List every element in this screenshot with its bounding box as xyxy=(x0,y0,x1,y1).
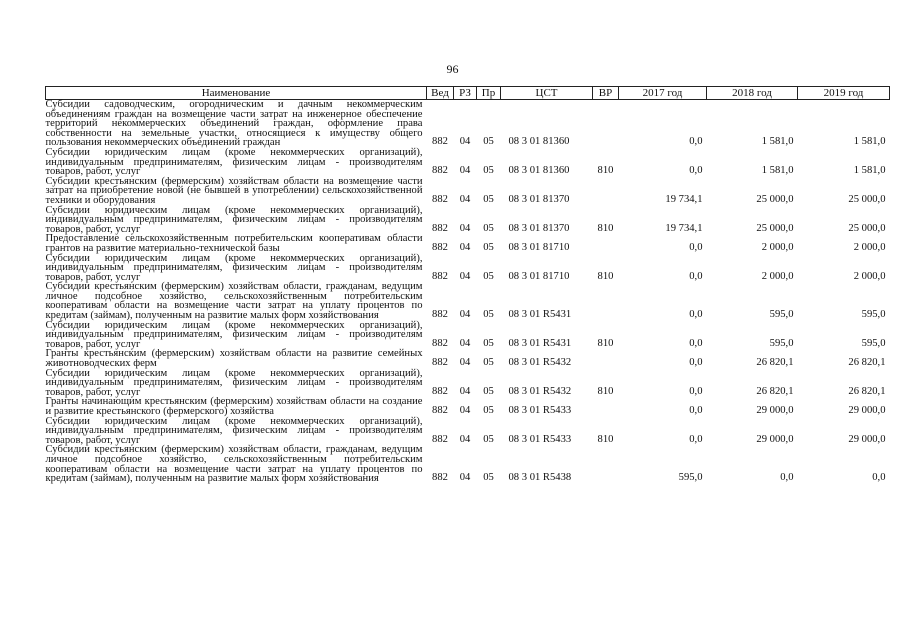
header-rz: РЗ xyxy=(454,87,477,100)
row-rz: 04 xyxy=(459,193,471,205)
row-rz: 04 xyxy=(459,222,471,234)
row-name: Субсидии юридическим лицам (кроме некоммерческих организаций), индивидуальным предпринимателям, физическим лицам - производителям товаров, работ, услуг xyxy=(45,252,423,283)
row-ved: 882 xyxy=(432,241,448,253)
table-row xyxy=(46,397,890,416)
row-value-2018: 25 000,0 xyxy=(756,193,794,205)
table-row xyxy=(46,321,890,350)
row-cst: 08 3 01 R5432 xyxy=(508,357,572,369)
row-value-2017: 0,0 xyxy=(689,385,703,397)
row-value-2018: 595,0 xyxy=(769,309,794,321)
row-value-2018: 26 820,1 xyxy=(756,357,794,369)
row-value-2017: 0,0 xyxy=(689,241,703,253)
row-pr: 05 xyxy=(483,433,494,445)
row-value-2019: 1 581,0 xyxy=(853,136,886,148)
row-value-2019: 595,0 xyxy=(861,309,886,321)
table-row xyxy=(46,369,890,398)
header-pr: Пр xyxy=(477,87,501,100)
row-vr xyxy=(593,177,619,206)
header-ved: Вед xyxy=(427,87,454,100)
row-pr: 05 xyxy=(483,241,494,253)
row-value-2018: 595,0 xyxy=(769,337,794,349)
row-ved: 882 xyxy=(432,357,448,369)
row-value-2017: 595,0 xyxy=(678,472,703,484)
row-value-2017: 19 734,1 xyxy=(665,222,703,234)
row-value-2017: 19 734,1 xyxy=(665,193,703,205)
row-cst: 08 3 01 81370 xyxy=(508,193,570,205)
table-row xyxy=(46,282,890,320)
table-row xyxy=(46,234,890,253)
row-cst: 08 3 01 81710 xyxy=(508,241,570,253)
page-number: 96 xyxy=(446,62,459,76)
row-value-2018: 29 000,0 xyxy=(756,433,794,445)
row-rz: 04 xyxy=(459,472,471,484)
row-ved: 882 xyxy=(432,472,448,484)
row-value-2018: 0,0 xyxy=(780,472,794,484)
row-cst: 08 3 01 R5433 xyxy=(508,405,572,416)
row-name: Субсидии крестьянским (фермерским) хозяйствам области на возмещение части затрат на приобретение новой (не бывшей в употреблении) сельскохозяйственной техники и оборудования xyxy=(45,175,423,206)
row-rz: 04 xyxy=(459,165,471,177)
header-vr: ВР xyxy=(593,87,619,100)
row-rz: 04 xyxy=(459,433,471,445)
row-pr: 05 xyxy=(483,357,494,369)
header-name: Наименование xyxy=(46,87,427,100)
row-name: Субсидии юридическим лицам (кроме некоммерческих организаций), индивидуальным предпринимателям, физическим лицам - производителям товаров, работ, услуг xyxy=(45,146,423,178)
row-name: Субсидии крестьянским (фермерским) хозяйствам области, гражданам, ведущим личное подсобное хозяйство, сельскохозяйственным потребительским кооперативам области на возмещение части затрат на уплату процентов по кредитам (займам), полученным на развитие малых форм хозяйствования xyxy=(45,444,423,485)
row-value-2017: 0,0 xyxy=(689,405,703,416)
row-value-2019: 26 820,1 xyxy=(848,357,886,369)
header-2017: 2017 год xyxy=(619,87,707,100)
row-pr: 05 xyxy=(483,270,494,282)
row-value-2019: 2 000,0 xyxy=(853,241,886,253)
table-row xyxy=(46,100,890,148)
row-value-2017: 0,0 xyxy=(689,165,703,177)
row-ved: 882 xyxy=(432,337,448,349)
row-name: Гранты начинающим крестьянским (фермерским) хозяйствам области на создание и развитие крестьянского (фермерского) хозяйства xyxy=(45,396,423,417)
row-name: Субсидии садоводческим, огородническим и дачным некоммерческим объединениям граждан на возмещение части затрат на инженерное обеспечение территорий некоммерческих объединений граждан, оформление права собственности на земельные участки, относящиеся к имуществу общего пользования некоммерческих объединений граждан xyxy=(45,99,423,149)
row-ved: 882 xyxy=(432,136,448,148)
row-cst: 08 3 01 R5438 xyxy=(508,472,572,484)
row-rz: 04 xyxy=(459,385,471,397)
row-cst: 08 3 01 R5432 xyxy=(508,385,572,397)
row-value-2017: 0,0 xyxy=(689,337,703,349)
table-row xyxy=(46,148,890,177)
row-value-2019: 26 820,1 xyxy=(848,385,886,397)
row-pr: 05 xyxy=(483,309,494,321)
header-cst: ЦСТ xyxy=(501,87,593,100)
row-value-2019: 29 000,0 xyxy=(848,433,886,445)
header-2018: 2018 год xyxy=(707,87,798,100)
row-value-2019: 25 000,0 xyxy=(848,222,886,234)
row-rz: 04 xyxy=(459,405,471,416)
row-value-2018: 1 581,0 xyxy=(761,136,794,148)
row-cst: 08 3 01 81710 xyxy=(508,270,570,282)
row-cst: 08 3 01 R5433 xyxy=(508,433,572,445)
row-value-2018: 1 581,0 xyxy=(761,165,794,177)
row-value-2018: 2 000,0 xyxy=(761,270,794,282)
row-name: Гранты крестьянским (фермерским) хозяйствам области на развитие семейных животноводческих ферм xyxy=(45,348,423,370)
row-value-2017: 0,0 xyxy=(689,433,703,445)
row-vr: 810 xyxy=(597,165,614,177)
row-ved: 882 xyxy=(432,270,448,282)
row-cst: 08 3 01 81360 xyxy=(508,136,570,148)
row-cst: 08 3 01 R5431 xyxy=(508,309,572,321)
table-header xyxy=(46,87,890,100)
row-pr: 05 xyxy=(483,472,494,484)
row-value-2018: 25 000,0 xyxy=(756,222,794,234)
row-pr: 05 xyxy=(483,337,494,349)
row-value-2019: 595,0 xyxy=(861,337,886,349)
row-rz: 04 xyxy=(459,309,471,321)
table-row xyxy=(46,417,890,446)
row-name: Субсидии юридическим лицам (кроме некоммерческих организаций), индивидуальным предпринимателям, физическим лицам - производителям товаров, работ, услуг xyxy=(45,204,423,235)
row-ved: 882 xyxy=(432,385,448,397)
row-value-2017: 0,0 xyxy=(689,357,703,369)
row-vr: 810 xyxy=(597,433,614,445)
row-name: Субсидии юридическим лицам (кроме некоммерческих организаций), индивидуальным предпринимателям, физическим лицам - производителям товаров, работ, услуг xyxy=(45,367,423,398)
row-ved: 882 xyxy=(432,433,448,445)
row-ved: 882 xyxy=(432,193,448,205)
row-vr xyxy=(593,397,619,416)
row-name: Субсидии юридическим лицам (кроме некоммерческих организаций), индивидуальным предпринимателям, физическим лицам - производителям товаров, работ, услуг xyxy=(45,415,423,446)
row-vr xyxy=(593,234,619,253)
row-rz: 04 xyxy=(459,241,471,253)
row-ved: 882 xyxy=(432,309,448,321)
table-row xyxy=(46,254,890,283)
row-cst: 08 3 01 81360 xyxy=(508,165,570,177)
row-vr: 810 xyxy=(597,270,614,282)
table-row xyxy=(46,177,890,206)
row-rz: 04 xyxy=(459,337,471,349)
row-cst: 08 3 01 R5431 xyxy=(508,337,572,349)
row-name: Субсидии юридическим лицам (кроме некоммерческих организаций), индивидуальным предпринимателям, физическим лицам - производителям товаров, работ, услуг xyxy=(45,319,423,350)
header-2019: 2019 год xyxy=(798,87,890,100)
row-cst: 08 3 01 81370 xyxy=(508,222,570,234)
row-value-2017: 0,0 xyxy=(689,136,703,148)
row-value-2018: 2 000,0 xyxy=(761,241,794,253)
row-ved: 882 xyxy=(432,222,448,234)
row-vr: 810 xyxy=(597,385,614,397)
row-value-2019: 25 000,0 xyxy=(848,193,886,205)
row-vr xyxy=(593,100,619,148)
row-pr: 05 xyxy=(483,165,494,177)
row-name: Субсидии крестьянским (фермерским) хозяйствам области, гражданам, ведущим личное подсобное хозяйство, сельскохозяйственным потребительским кооперативам области на возмещение части затрат на уплату процентов по кредитам (займам), полученным на развитие малых форм хозяйствования xyxy=(45,281,423,322)
row-value-2018: 29 000,0 xyxy=(756,405,794,416)
row-value-2019: 0,0 xyxy=(872,472,886,484)
row-value-2019: 1 581,0 xyxy=(853,165,886,177)
row-pr: 05 xyxy=(483,222,494,234)
row-pr: 05 xyxy=(483,193,494,205)
row-ved: 882 xyxy=(432,165,448,177)
row-name: Предоставление сельскохозяйственным потребительским кооперативам области грантов на развитие материально-технической базы xyxy=(45,233,423,254)
row-value-2017: 0,0 xyxy=(689,270,703,282)
row-ved: 882 xyxy=(432,405,448,416)
row-value-2019: 2 000,0 xyxy=(853,270,886,282)
row-vr: 810 xyxy=(597,337,614,349)
row-vr xyxy=(593,445,619,483)
row-vr xyxy=(593,349,619,368)
table-row xyxy=(46,445,890,483)
row-pr: 05 xyxy=(483,136,494,148)
row-rz: 04 xyxy=(459,136,471,148)
row-value-2017: 0,0 xyxy=(689,309,703,321)
row-value-2018: 26 820,1 xyxy=(756,385,794,397)
table-body xyxy=(46,100,890,484)
row-pr: 05 xyxy=(483,385,494,397)
row-vr: 810 xyxy=(597,222,614,234)
table-row xyxy=(46,206,890,235)
row-vr xyxy=(593,282,619,320)
budget-table xyxy=(45,86,890,484)
row-rz: 04 xyxy=(459,270,471,282)
row-value-2019: 29 000,0 xyxy=(848,405,886,416)
row-pr: 05 xyxy=(483,405,494,416)
row-rz: 04 xyxy=(459,357,471,369)
table-row xyxy=(46,349,890,368)
